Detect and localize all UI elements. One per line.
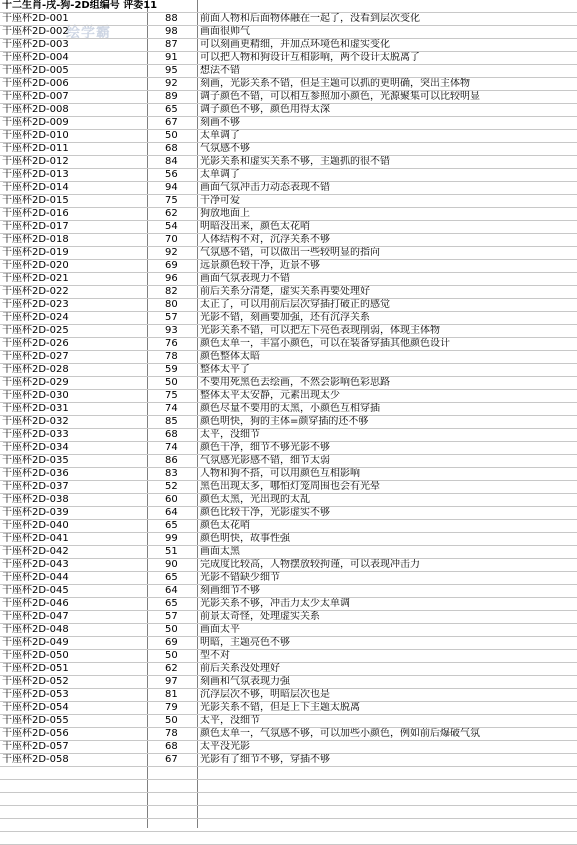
comment-cell[interactable]: 光影关系不错，但是上下主题太脱离 [200,702,360,713]
comment-cell[interactable]: 光影关系和虚实关系不够，主题抓的很不错 [200,156,390,167]
table-row [0,169,577,182]
comment-cell[interactable]: 颜色整体太暗 [200,351,260,362]
entry-id-cell[interactable]: 干座杯2D-021 [2,273,69,284]
comment-cell[interactable]: 太平没光影 [200,741,250,752]
entry-id-cell[interactable]: 干座杯2D-058 [2,754,69,765]
comment-cell[interactable]: 画面气氛表现力不错 [200,273,290,284]
comment-cell[interactable]: 气氛感光影感不错，细节太弱 [200,455,330,466]
table-row [0,585,577,598]
table-row [0,78,577,91]
entry-id-cell[interactable]: 干座杯2D-016 [2,208,69,219]
entry-id-cell[interactable]: 干座杯2D-013 [2,169,69,180]
table-row [0,130,577,143]
table-row [0,65,577,78]
entry-id-cell[interactable]: 干座杯2D-004 [2,52,69,63]
entry-id-cell[interactable]: 干座杯2D-025 [2,325,69,336]
score-cell[interactable]: 51 [165,546,178,557]
table-row [0,533,577,546]
comment-cell[interactable]: 光影有了细节不够，穿插不够 [200,754,330,765]
entry-id-cell[interactable]: 干座杯2D-036 [2,468,69,479]
score-cell[interactable]: 50 [165,624,178,635]
entry-id-cell[interactable]: 干座杯2D-012 [2,156,69,167]
comment-cell[interactable]: 颜色干净，细节不够光影不够 [200,442,330,453]
comment-cell[interactable]: 刻画和气氛表现力强 [200,676,290,687]
table-row [0,247,577,260]
table-row [0,403,577,416]
empty-row [0,832,577,845]
entry-id-cell[interactable]: 干座杯2D-040 [2,520,69,531]
comment-cell[interactable]: 颜色太黑，光出现的太乱 [200,494,310,505]
comment-cell[interactable]: 太单调了 [200,169,240,180]
comment-cell[interactable]: 狗放地面上 [200,208,250,219]
watermark-logo: 绘学霸 [66,25,111,41]
entry-id-cell[interactable]: 干座杯2D-015 [2,195,69,206]
score-cell[interactable]: 64 [165,585,178,596]
table-row [0,416,577,429]
table-row [0,663,577,676]
table-row [0,273,577,286]
comment-cell[interactable]: 气氛感不错，可以做出一些较明显的指向 [200,247,380,258]
comment-cell[interactable]: 颜色比较干净，光影虚实不够 [200,507,330,518]
score-cell[interactable]: 50 [165,715,178,726]
entry-id-cell[interactable]: 干座杯2D-057 [2,741,69,752]
table-row [0,715,577,728]
score-cell[interactable]: 75 [165,390,178,401]
table-row [0,234,577,247]
entry-id-cell[interactable]: 干座杯2D-026 [2,338,69,349]
score-cell[interactable]: 69 [165,260,178,271]
entry-id-cell[interactable]: 干座杯2D-030 [2,390,69,401]
table-row [0,117,577,130]
entry-id-cell[interactable]: 干座杯2D-009 [2,117,69,128]
table-row [0,312,577,325]
table-row [0,104,577,117]
comment-cell[interactable]: 人体结构不对，沉浮关系不够 [200,234,330,245]
score-cell[interactable]: 76 [165,338,178,349]
entry-id-cell[interactable]: 干座杯2D-048 [2,624,69,635]
entry-id-cell[interactable]: 干座杯2D-020 [2,260,69,271]
comment-cell[interactable]: 型不对 [200,650,230,661]
comment-cell[interactable]: 颜色太单一，丰富小颜色，可以在装备穿插其他颜色设计 [200,338,450,349]
entry-id-cell[interactable]: 干座杯2D-031 [2,403,69,414]
comment-cell[interactable]: 明暗，主题亮色不够 [200,637,290,648]
table-row [0,650,577,663]
entry-id-cell[interactable]: 干座杯2D-005 [2,65,69,76]
score-cell[interactable]: 65 [165,520,178,531]
comment-cell[interactable]: 前后关系没处理好 [200,663,280,674]
score-cell[interactable]: 70 [165,234,178,245]
entry-id-cell[interactable]: 干座杯2D-017 [2,221,69,232]
score-cell[interactable]: 74 [165,442,178,453]
score-cell[interactable]: 95 [165,65,178,76]
score-cell[interactable]: 56 [165,169,178,180]
score-cell[interactable]: 62 [165,663,178,674]
score-cell[interactable]: 65 [165,598,178,609]
entry-id-cell[interactable]: 干座杯2D-039 [2,507,69,518]
score-cell[interactable]: 92 [165,78,178,89]
score-cell[interactable]: 91 [165,52,178,63]
table-row [0,611,577,624]
score-cell[interactable]: 74 [165,403,178,414]
comment-cell[interactable]: 太正了，可以用前后层次穿插打破正的感觉 [200,299,390,310]
comment-cell[interactable]: 远景颜色较干净，近景不够 [200,260,320,271]
comment-cell[interactable]: 画面很帅气 [200,26,250,37]
score-cell[interactable]: 64 [165,507,178,518]
score-cell[interactable]: 92 [165,247,178,258]
score-cell[interactable]: 84 [165,156,178,167]
entry-id-cell[interactable]: 干座杯2D-022 [2,286,69,297]
comment-cell[interactable]: 太平，没细节 [200,715,260,726]
score-cell[interactable]: 57 [165,611,178,622]
comment-cell[interactable]: 刻画不够 [200,117,240,128]
entry-id-cell[interactable]: 干座杯2D-033 [2,429,69,440]
comment-cell[interactable]: 调子颜色不错，可以相互参照加小颜色，光源聚集可以比较明显 [200,91,480,102]
table-row [0,494,577,507]
entry-id-cell[interactable]: 干座杯2D-051 [2,663,69,674]
table-row [0,741,577,754]
table-row [0,351,577,364]
comment-cell[interactable]: 可以把人物和狗设计互相影响，两个设计太脱离了 [200,52,420,63]
table-row [0,507,577,520]
entry-id-cell[interactable]: 干座杯2D-045 [2,585,69,596]
score-cell[interactable]: 50 [165,650,178,661]
entry-id-cell[interactable]: 干座杯2D-008 [2,104,69,115]
score-cell[interactable]: 88 [165,13,178,24]
score-cell[interactable]: 59 [165,364,178,375]
comment-cell[interactable]: 颜色明快，故事性强 [200,533,290,544]
score-cell[interactable]: 65 [165,572,178,583]
comment-cell[interactable]: 可以刻画更精细，并加点环境色和虚实变化 [200,39,390,50]
score-cell[interactable]: 78 [165,728,178,739]
entry-id-cell[interactable]: 干座杯2D-050 [2,650,69,661]
score-cell[interactable]: 54 [165,221,178,232]
table-row [0,13,577,26]
table-row [0,338,577,351]
score-cell[interactable]: 50 [165,377,178,388]
table-row [0,598,577,611]
table-row [0,26,577,39]
score-cell[interactable]: 83 [165,468,178,479]
score-cell[interactable]: 69 [165,637,178,648]
comment-cell[interactable]: 颜色尽量不要用的太黑，小颜色互相穿插 [200,403,380,414]
table-row [0,390,577,403]
table-row [0,546,577,559]
entry-id-cell[interactable]: 干座杯2D-001 [2,13,69,24]
score-cell[interactable]: 94 [165,182,178,193]
entry-id-cell[interactable]: 干座杯2D-018 [2,234,69,245]
score-cell[interactable]: 82 [165,286,178,297]
comment-cell[interactable]: 刻画细节不够 [200,585,260,596]
entry-id-cell[interactable]: 干座杯2D-055 [2,715,69,726]
table-row [0,156,577,169]
score-cell[interactable]: 57 [165,312,178,323]
table-row [0,676,577,689]
table-row [0,39,577,52]
entry-id-cell[interactable]: 干座杯2D-041 [2,533,69,544]
table-row [0,299,577,312]
entry-id-cell[interactable]: 干座杯2D-029 [2,377,69,388]
entry-id-cell[interactable]: 干座杯2D-043 [2,559,69,570]
table-row [0,52,577,65]
sheet-title: 十二生肖-戌-狗-2D组编号 评委11 [2,0,158,11]
comment-cell[interactable]: 颜色明快，狗的主体=颜穿插的还不够 [200,416,369,427]
comment-cell[interactable]: 光影不错缺少细节 [200,572,280,583]
score-cell[interactable]: 62 [165,208,178,219]
entry-id-cell[interactable]: 干座杯2D-049 [2,637,69,648]
table-row [0,559,577,572]
score-cell[interactable]: 85 [165,416,178,427]
comment-cell[interactable]: 前景太奇怪，处理虚实关系 [200,611,320,622]
entry-id-cell[interactable]: 干座杯2D-038 [2,494,69,505]
table-row [0,455,577,468]
table-row [0,728,577,741]
score-cell[interactable]: 52 [165,481,178,492]
comment-cell[interactable]: 前后关系分清楚，虚实关系再要处理好 [200,286,370,297]
entry-id-cell[interactable]: 干座杯2D-042 [2,546,69,557]
comment-cell[interactable]: 画面太黑 [200,546,240,557]
score-cell[interactable]: 68 [165,429,178,440]
table-row [0,754,577,767]
score-cell[interactable]: 60 [165,494,178,505]
empty-row [0,819,577,832]
entry-id-cell[interactable]: 干座杯2D-006 [2,78,69,89]
table-row [0,442,577,455]
comment-cell[interactable]: 颜色太单一，气氛感不够，可以加些小颜色，例如前后爆破气氛 [200,728,480,739]
entry-id-cell[interactable]: 干座杯2D-044 [2,572,69,583]
entry-id-cell[interactable]: 干座杯2D-027 [2,351,69,362]
comment-cell[interactable]: 沉浮层次不够，明暗层次也是 [200,689,330,700]
score-cell[interactable]: 68 [165,741,178,752]
entry-id-cell[interactable]: 干座杯2D-047 [2,611,69,622]
table-row [0,195,577,208]
table-row [0,572,577,585]
table-row [0,689,577,702]
comment-cell[interactable]: 整体太平了 [200,364,250,375]
score-cell[interactable]: 78 [165,351,178,362]
score-cell[interactable]: 97 [165,676,178,687]
table-row [0,91,577,104]
comment-cell[interactable]: 前面人物和后面物体融在一起了，没看到层次变化 [200,13,420,24]
score-cell[interactable]: 81 [165,689,178,700]
score-cell[interactable]: 89 [165,91,178,102]
comment-cell[interactable]: 干净可爱 [200,195,240,206]
score-cell[interactable]: 98 [165,26,178,37]
empty-row [0,767,577,780]
entry-id-cell[interactable]: 干座杯2D-046 [2,598,69,609]
comment-cell[interactable]: 画面气氛冲击力动态表现不错 [200,182,330,193]
entry-id-cell[interactable]: 干座杯2D-003 [2,39,69,50]
table-row [0,143,577,156]
comment-cell[interactable]: 光影关系不错，可以把左下亮色表现削弱，体现主体物 [200,325,440,336]
comment-cell[interactable]: 刻画，光影关系不错，但是主题可以抓的更明确，突出主体物 [200,78,470,89]
score-cell[interactable]: 86 [165,455,178,466]
score-cell[interactable]: 67 [165,754,178,765]
comment-cell[interactable]: 气氛感不够 [200,143,250,154]
entry-id-cell[interactable]: 干座杯2D-014 [2,182,69,193]
entry-id-cell[interactable]: 干座杯2D-011 [2,143,69,154]
entry-id-cell[interactable]: 干座杯2D-028 [2,364,69,375]
comment-cell[interactable]: 画面太平 [200,624,240,635]
comment-cell[interactable]: 整体太平太安静，元素出现太少 [200,390,340,401]
comment-cell[interactable]: 光影关系不够，冲击力太少太单调 [200,598,350,609]
score-cell[interactable]: 50 [165,130,178,141]
comment-cell[interactable]: 颜色太花哨 [200,520,250,531]
empty-row [0,793,577,806]
entry-id-cell[interactable]: 干座杯2D-010 [2,130,69,141]
header-row [0,0,577,13]
comment-cell[interactable]: 明暗没出来，颜色太花哨 [200,221,310,232]
score-cell[interactable]: 79 [165,702,178,713]
score-cell[interactable]: 68 [165,143,178,154]
comment-cell[interactable]: 黑色出现太多，哪怕灯笼周围也会有光晕 [200,481,380,492]
comment-cell[interactable]: 调子颜色不够，颜色用得太深 [200,104,330,115]
entry-id-cell[interactable]: 干座杯2D-023 [2,299,69,310]
entry-id-cell[interactable]: 干座杯2D-035 [2,455,69,466]
entry-id-cell[interactable]: 干座杯2D-032 [2,416,69,427]
table-row [0,260,577,273]
score-cell[interactable]: 96 [165,273,178,284]
table-row [0,702,577,715]
entry-id-cell[interactable]: 干座杯2D-024 [2,312,69,323]
table-row [0,221,577,234]
entry-id-cell[interactable]: 干座杯2D-052 [2,676,69,687]
score-cell[interactable]: 90 [165,559,178,570]
table-row [0,520,577,533]
table-row [0,624,577,637]
score-cell[interactable]: 87 [165,39,178,50]
comment-cell[interactable]: 太平，没细节 [200,429,260,440]
table-row [0,182,577,195]
table-row [0,325,577,338]
table-row [0,429,577,442]
table-row [0,468,577,481]
comment-cell[interactable]: 不要用死黑色去绘画，不然会影响色彩思路 [200,377,390,388]
comment-cell[interactable]: 完成度比较高，人物摆放较拘谨，可以表现冲击力 [200,559,420,570]
comment-cell[interactable]: 想法不错 [200,65,240,76]
comment-cell[interactable]: 太单调了 [200,130,240,141]
entry-id-cell[interactable]: 干座杯2D-002 [2,26,69,37]
entry-id-cell[interactable]: 干座杯2D-019 [2,247,69,258]
score-cell[interactable]: 65 [165,104,178,115]
entry-id-cell[interactable]: 干座杯2D-037 [2,481,69,492]
score-cell[interactable]: 80 [165,299,178,310]
score-cell[interactable]: 99 [165,533,178,544]
score-cell[interactable]: 67 [165,117,178,128]
table-row [0,377,577,390]
score-cell[interactable]: 75 [165,195,178,206]
entry-id-cell[interactable]: 干座杯2D-054 [2,702,69,713]
table-row [0,481,577,494]
entry-id-cell[interactable]: 干座杯2D-056 [2,728,69,739]
table-row [0,364,577,377]
table-row [0,286,577,299]
entry-id-cell[interactable]: 干座杯2D-034 [2,442,69,453]
comment-cell[interactable]: 光影不错，刻画要加强，还有沉浮关系 [200,312,370,323]
empty-row [0,780,577,793]
empty-row [0,806,577,819]
table-row [0,208,577,221]
table-row [0,637,577,650]
entry-id-cell[interactable]: 干座杯2D-007 [2,91,69,102]
comment-cell[interactable]: 人物和狗不搭，可以用颜色互相影响 [200,468,360,479]
entry-id-cell[interactable]: 干座杯2D-053 [2,689,69,700]
score-cell[interactable]: 93 [165,325,178,336]
